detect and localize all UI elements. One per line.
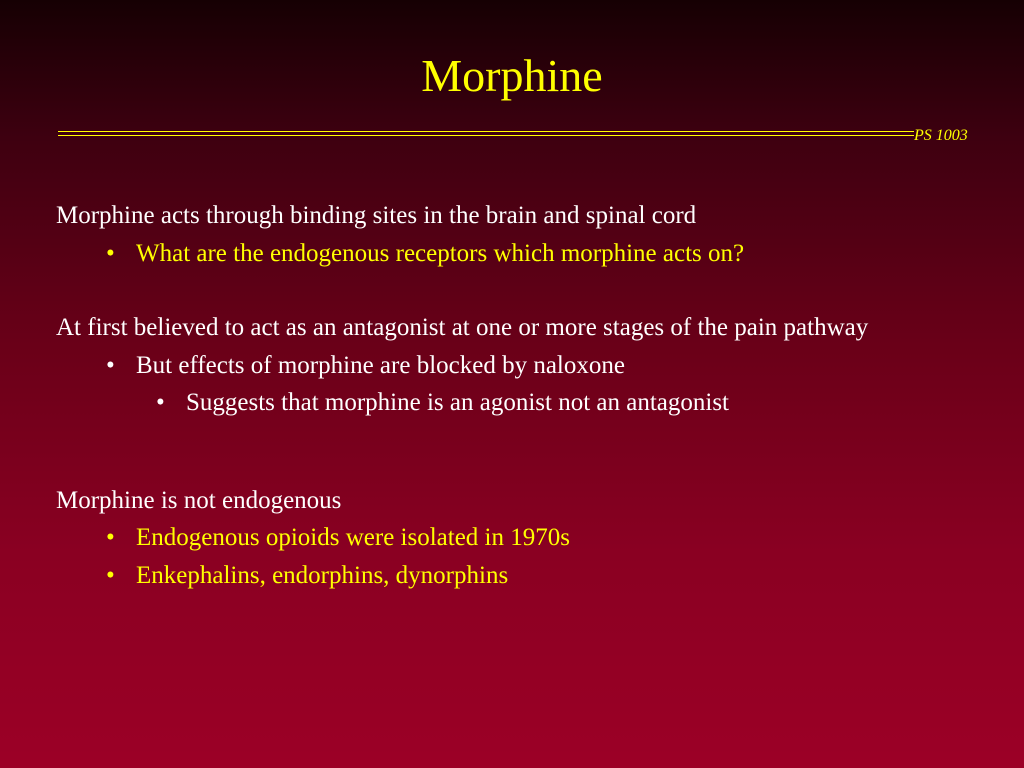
- bullet-item: [56, 235, 966, 273]
- course-label: PS 1003: [914, 127, 968, 144]
- divider-line-top: [58, 131, 914, 132]
- bullet-text: Enkephalins, endorphins, dynorphins: [136, 561, 509, 589]
- slide-title: Morphine: [421, 50, 603, 101]
- title-divider: [58, 131, 914, 137]
- bullet-icon: •: [156, 389, 165, 416]
- bullet-icon: •: [106, 239, 115, 267]
- bullet-item: [56, 347, 966, 385]
- bullet-text: What are the endogenous receptors which morphine acts on?: [136, 239, 745, 267]
- spacer: [56, 272, 966, 309]
- bullet-icon: •: [106, 351, 115, 379]
- divider-line-bottom: [58, 135, 914, 136]
- bullet-icon: •: [106, 561, 115, 589]
- bullet-item: [56, 519, 966, 557]
- paragraph-binding-sites: Morphine acts through binding sites in the brain and spinal cord: [56, 202, 697, 229]
- paragraph-antagonist: At first believed to act as an antagonist at one or more stages of the pain pathway: [56, 314, 869, 341]
- spacer: [56, 422, 966, 482]
- sub-bullet-item: [56, 384, 966, 422]
- bullet-text: But effects of morphine are blocked by naloxone: [136, 351, 625, 379]
- bullet-text: Endogenous opioids were isolated in 1970s: [136, 524, 570, 551]
- bullet-item: [56, 557, 966, 595]
- sub-bullet-text: Suggests that morphine is an agonist not an antagonist: [186, 389, 729, 416]
- paragraph-not-endogenous: Morphine is not endogenous: [56, 486, 342, 514]
- slide-body: [56, 197, 966, 594]
- bullet-icon: •: [106, 524, 115, 551]
